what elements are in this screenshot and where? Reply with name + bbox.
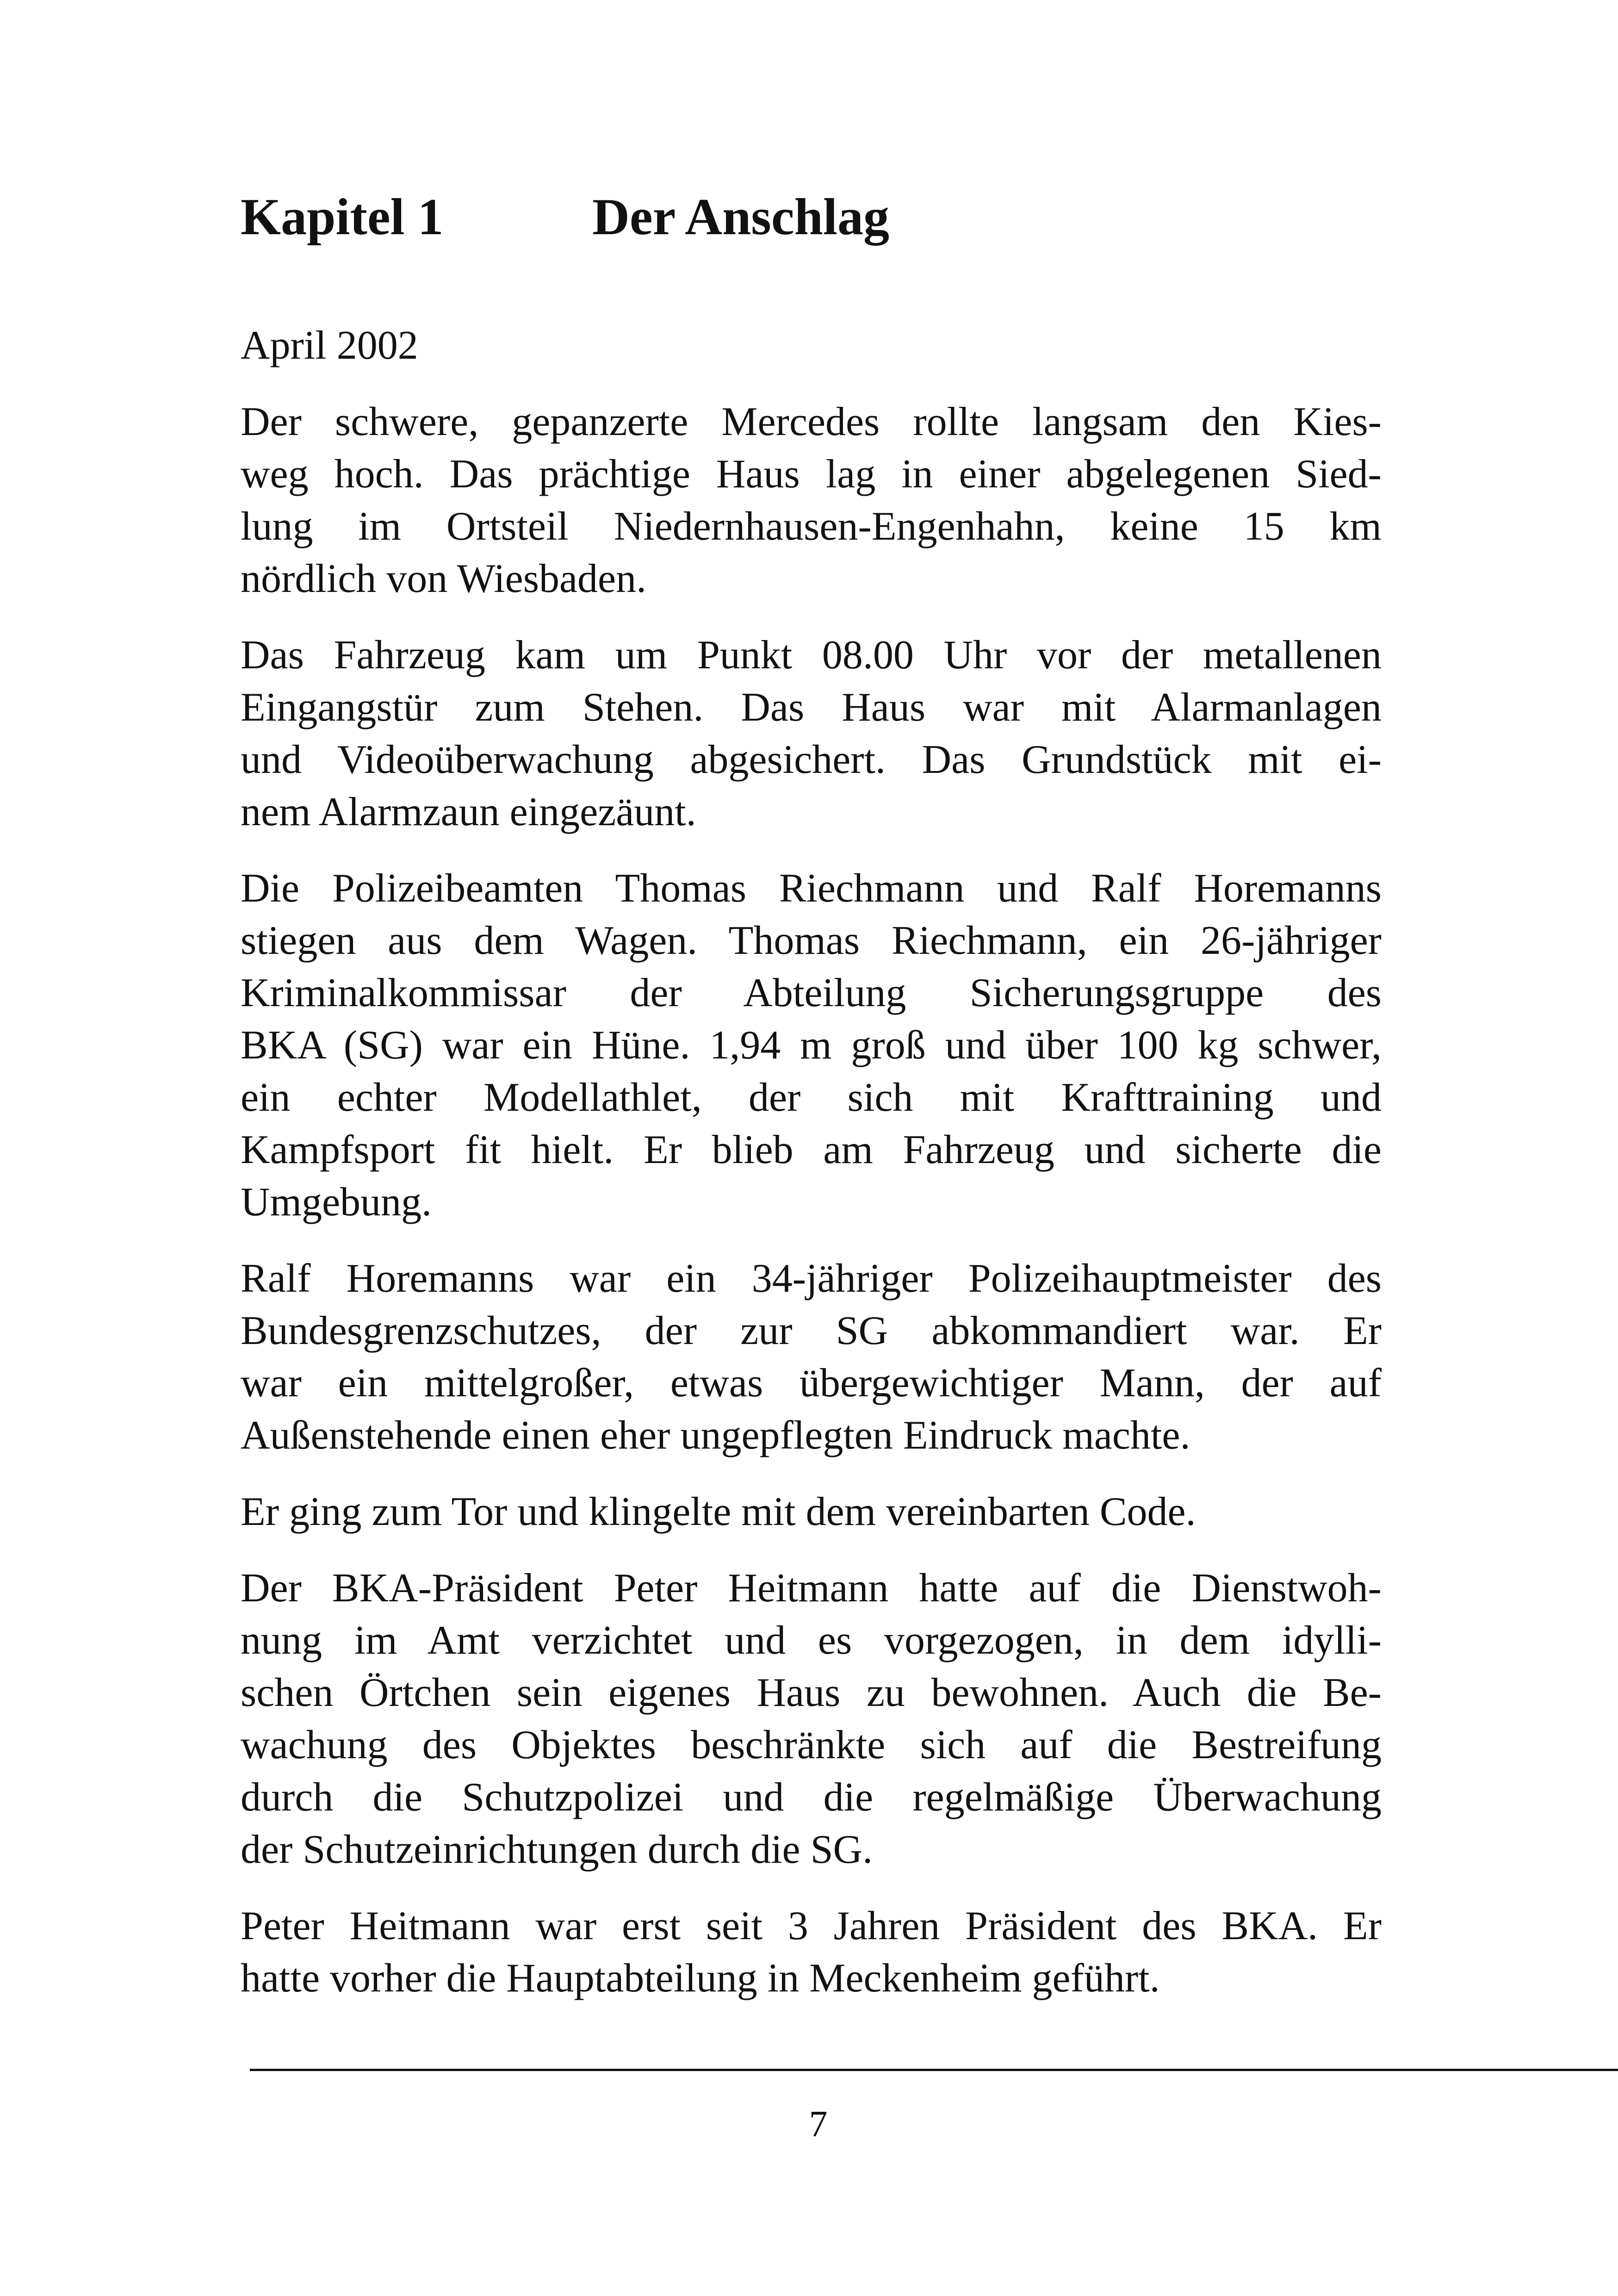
text-line: Das Fahrzeug kam um Punkt 08.00 Uhr vor der metallenen [241, 633, 1382, 678]
chapter-heading [241, 187, 889, 247]
text-line: Bundesgrenzschutzes, der zur SG abkommandiert war. Er [241, 1308, 1382, 1353]
date-line: April 2002 [241, 323, 418, 368]
text-line: stiegen aus dem Wagen. Thomas Riechmann, ein 26-jähriger [241, 918, 1382, 963]
chapter-body [241, 319, 1382, 2028]
paragraph [241, 1486, 1382, 1538]
text-line: schen Örtchen sein eigenes Haus zu bewohnen. Auch die Be- [241, 1670, 1382, 1715]
text-line: Außenstehende einen eher ungepflegten Eindruck machte. [241, 1413, 1190, 1458]
text-line: und Videoüberwachung abgesichert. Das Grundstück mit ei- [241, 737, 1382, 782]
text-line: nung im Amt verzichtet und es vorgezogen, in dem idylli- [241, 1618, 1382, 1663]
text-line: Ralf Horemanns war ein 34-jähriger Polizeihauptmeister des [241, 1256, 1382, 1301]
text-line: Eingangstür zum Stehen. Das Haus war mit Alarmanlagen [241, 685, 1382, 730]
text-line: wachung des Objektes beschränkte sich auf die Bestreifung [241, 1723, 1382, 1767]
text-line: ein echter Modellathlet, der sich mit Krafttraining und [241, 1075, 1382, 1120]
text-line: nem Alarmzaun eingezäunt. [241, 790, 696, 834]
text-line: hatte vorher die Hauptabteilung in Meckenheim geführt. [241, 1956, 1160, 2001]
text-line: Umgebung. [241, 1180, 432, 1225]
paragraph [241, 1562, 1382, 1876]
paragraph [241, 396, 1382, 605]
chapter-number: Kapitel 1 [241, 188, 444, 246]
text-line: war ein mittelgroßer, etwas übergewichtiger Mann, der auf [241, 1361, 1382, 1406]
text-line: Peter Heitmann war erst seit 3 Jahren Präsident des BKA. Er [241, 1904, 1382, 1948]
paragraph [241, 862, 1382, 1228]
text-line: BKA (SG) war ein Hüne. 1,94 m groß und über 100 kg schwer, [241, 1023, 1382, 1068]
text-line: Der BKA-Präsident Peter Heitmann hatte auf die Dienstwoh- [241, 1566, 1382, 1611]
text-line: Die Polizeibeamten Thomas Riechmann und Ralf Horemanns [241, 866, 1382, 911]
text-line: lung im Ortsteil Niedernhausen-Engenhahn, keine 15 km [241, 504, 1382, 549]
text-line: nördlich von Wiesbaden. [241, 556, 647, 601]
page-number: 7 [809, 2104, 828, 2145]
chapter-title: Der Anschlag [592, 188, 889, 246]
text-line: weg hoch. Das prächtige Haus lag in einer abgelegenen Sied- [241, 452, 1382, 497]
paragraph [241, 629, 1382, 838]
footer-rule [250, 2069, 1618, 2071]
text-line: durch die Schutzpolizei und die regelmäßige Überwachung [241, 1775, 1382, 1820]
text-line: Der schwere, gepanzerte Mercedes rollte langsam den Kies- [241, 399, 1382, 444]
text-line: der Schutzeinrichtungen durch die SG. [241, 1827, 873, 1872]
paragraph [241, 1900, 1382, 2004]
text-line: Kampfsport fit hielt. Er blieb am Fahrzeug und sicherte die [241, 1127, 1382, 1172]
text-line: Er ging zum Tor und klingelte mit dem vereinbarten Code. [241, 1489, 1196, 1534]
text-line: Kriminalkommissar der Abteilung Sicherungsgruppe des [241, 971, 1382, 1015]
paragraph [241, 1252, 1382, 1462]
